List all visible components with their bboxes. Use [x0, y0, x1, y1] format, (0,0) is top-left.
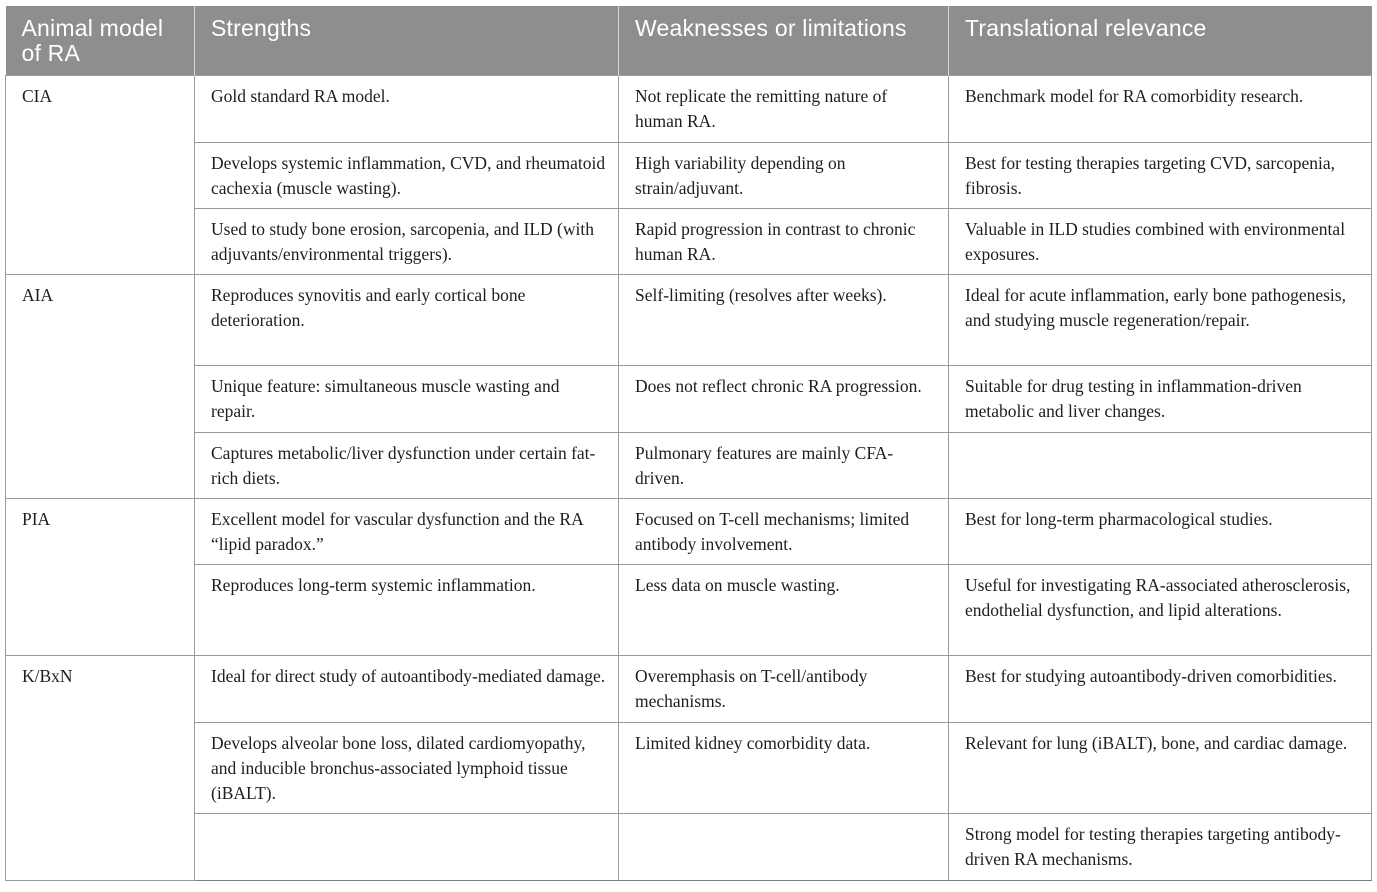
weakness-cell: Not replicate the remitting nature of human RA.	[619, 76, 949, 143]
relevance-cell	[949, 433, 1372, 499]
table-row	[6, 76, 1372, 143]
relevance-cell: Relevant for lung (iBALT), bone, and cardiac damage.	[949, 723, 1372, 814]
relevance-cell: Best for testing therapies targeting CVD, sarcopenia, fibrosis.	[949, 143, 1372, 209]
strength-cell: Gold standard RA model.	[195, 76, 619, 143]
weakness-cell: Focused on T-cell mechanisms; limited antibody involvement.	[619, 499, 949, 565]
table-row	[6, 656, 1372, 723]
relevance-cell: Best for long-term pharmacological studies.	[949, 499, 1372, 565]
strength-cell: Excellent model for vascular dysfunction and the RA “lipid paradox.”	[195, 499, 619, 565]
table-row	[6, 275, 1372, 366]
strength-cell: Reproduces long-term systemic inflammation.	[195, 565, 619, 656]
table-row	[6, 433, 1372, 499]
header-strengths: Strengths	[195, 6, 619, 76]
relevance-cell: Strong model for testing therapies targeting antibody-driven RA mechanisms.	[949, 814, 1372, 881]
model-cell-cia: CIA	[6, 76, 195, 275]
weakness-cell: Limited kidney comorbidity data.	[619, 723, 949, 814]
relevance-cell: Ideal for acute inflammation, early bone pathogenesis, and studying muscle regeneration/repair.	[949, 275, 1372, 366]
weakness-cell: Does not reflect chronic RA progression.	[619, 366, 949, 433]
table-row	[6, 565, 1372, 656]
weakness-cell: Pulmonary features are mainly CFA-driven.	[619, 433, 949, 499]
model-cell-kbxn: K/BxN	[6, 656, 195, 881]
table-body	[6, 76, 1372, 881]
strength-cell: Reproduces synovitis and early cortical bone deterioration.	[195, 275, 619, 366]
relevance-cell: Best for studying autoantibody-driven comorbidities.	[949, 656, 1372, 723]
strength-cell: Unique feature: simultaneous muscle wasting and repair.	[195, 366, 619, 433]
table-header	[6, 6, 1372, 76]
header-weaknesses: Weaknesses or limitations	[619, 6, 949, 76]
table-row	[6, 209, 1372, 275]
strength-cell: Used to study bone erosion, sarcopenia, and ILD (with adjuvants/environmental triggers).	[195, 209, 619, 275]
strength-cell: Develops systemic inflammation, CVD, and rheumatoid cachexia (muscle wasting).	[195, 143, 619, 209]
strength-cell: Develops alveolar bone loss, dilated cardiomyopathy, and inducible bronchus-associated lymphoid tissue (iBALT).	[195, 723, 619, 814]
table-row	[6, 143, 1372, 209]
strength-cell: Captures metabolic/liver dysfunction under certain fat-rich diets.	[195, 433, 619, 499]
relevance-cell: Valuable in ILD studies combined with environmental exposures.	[949, 209, 1372, 275]
header-translational-relevance: Translational relevance	[949, 6, 1372, 76]
comparison-table	[5, 6, 1372, 881]
weakness-cell: Self-limiting (resolves after weeks).	[619, 275, 949, 366]
relevance-cell: Suitable for drug testing in inflammation-driven metabolic and liver changes.	[949, 366, 1372, 433]
table-row	[6, 723, 1372, 814]
weakness-cell: Less data on muscle wasting.	[619, 565, 949, 656]
weakness-cell: Rapid progression in contrast to chronic human RA.	[619, 209, 949, 275]
strength-cell	[195, 814, 619, 881]
relevance-cell: Useful for investigating RA-associated atherosclerosis, endothelial dysfunction, and lipid alterations.	[949, 565, 1372, 656]
weakness-cell: High variability depending on strain/adjuvant.	[619, 143, 949, 209]
relevance-cell: Benchmark model for RA comorbidity research.	[949, 76, 1372, 143]
model-cell-aia: AIA	[6, 275, 195, 499]
strength-cell: Ideal for direct study of autoantibody-mediated damage.	[195, 656, 619, 723]
table-row	[6, 814, 1372, 881]
table-row	[6, 366, 1372, 433]
table-row	[6, 499, 1372, 565]
weakness-cell: Overemphasis on T-cell/antibody mechanisms.	[619, 656, 949, 723]
model-cell-pia: PIA	[6, 499, 195, 656]
header-row	[6, 6, 1372, 76]
comparison-table-container	[5, 6, 1371, 881]
weakness-cell	[619, 814, 949, 881]
header-animal-model: Animal model of RA	[6, 6, 195, 76]
